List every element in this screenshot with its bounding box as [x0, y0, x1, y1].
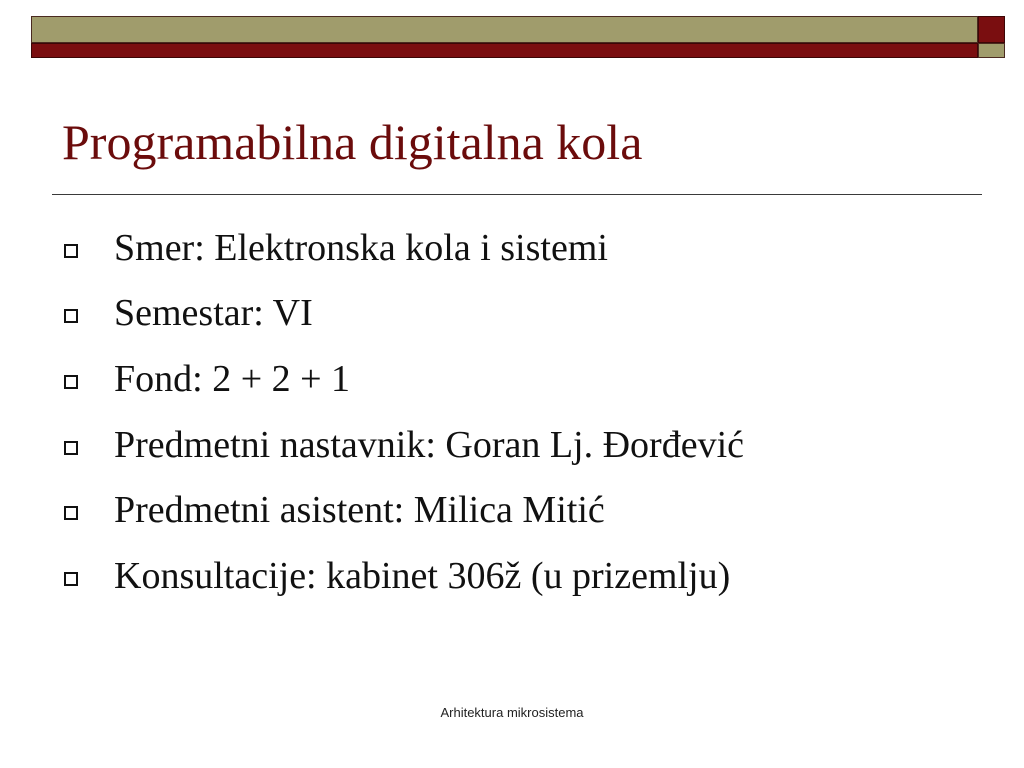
header-square-olive — [978, 43, 1005, 58]
bullet-item — [64, 477, 744, 543]
title-divider — [52, 194, 982, 195]
header-bar-maroon — [31, 43, 978, 58]
square-bullet-icon — [64, 441, 78, 455]
square-bullet-icon — [64, 506, 78, 520]
bullet-item — [64, 281, 744, 347]
bullet-text: Fond: 2 + 2 + 1 — [114, 357, 351, 400]
bullet-item — [64, 346, 744, 412]
bullet-text: Smer: Elektronska kola i sistemi — [114, 226, 608, 269]
bullet-text: Konsultacije: kabinet 306ž (u prizemlju) — [114, 554, 731, 597]
bullet-text: Predmetni nastavnik: Goran Lj. Đorđević — [114, 423, 745, 466]
bullet-item — [64, 215, 744, 281]
square-bullet-icon — [64, 309, 78, 323]
bullet-list — [64, 215, 744, 609]
square-bullet-icon — [64, 375, 78, 389]
bullet-text: Predmetni asistent: Milica Mitić — [114, 489, 605, 532]
bullet-text: Semestar: VI — [114, 292, 313, 335]
header-bar-olive — [31, 16, 978, 43]
square-bullet-icon — [64, 244, 78, 258]
square-bullet-icon — [64, 572, 78, 586]
slide-footer: Arhitektura mikrosistema — [440, 705, 584, 720]
header-square-maroon — [978, 16, 1005, 43]
bullet-item — [64, 543, 744, 609]
slide-title: Programabilna digitalna kola — [62, 114, 643, 170]
bullet-item — [64, 412, 744, 478]
